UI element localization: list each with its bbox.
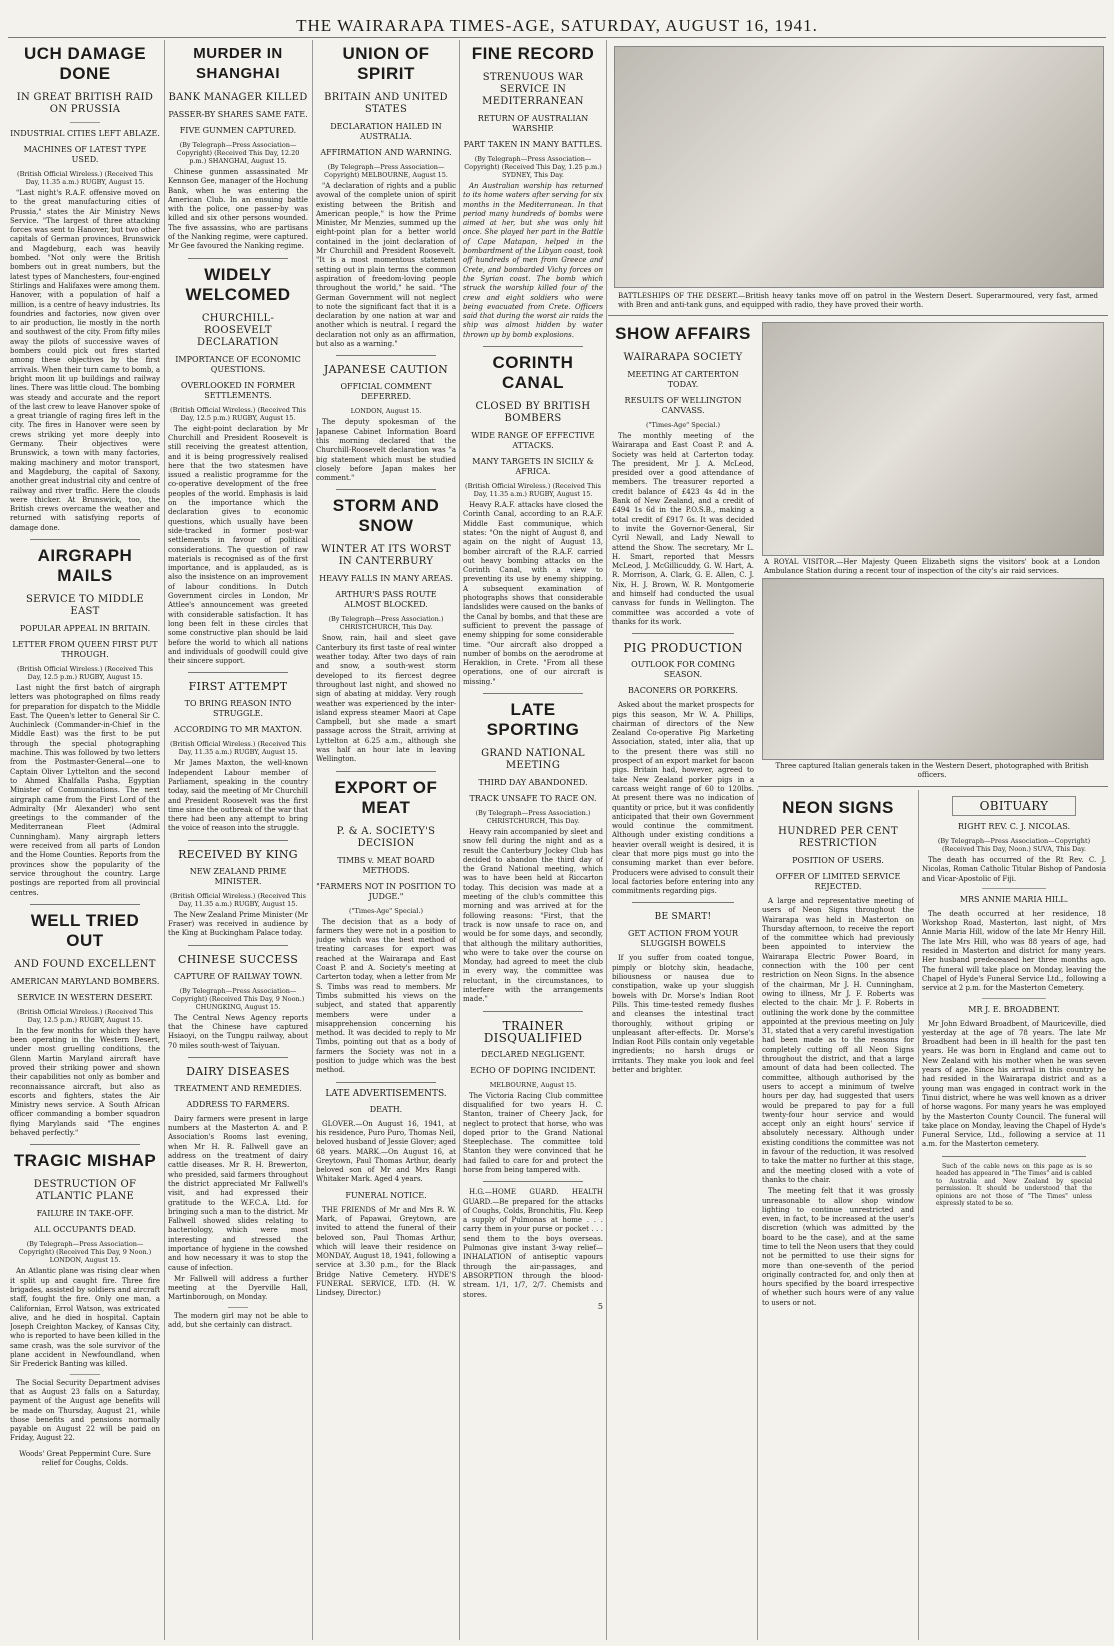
article-body: A large and representative meeting of users of Neon Signs throughout the Wairarapa was held in Masterton on Thursday afternoon, to receive the report of the committee which had previously been appointed to interview the Wairarapa Electric Power Board, in connection with the 100 per cent restriction on Neon Signs. In the absence of the chairman, Mr J. H. Cunningham, owing to illness, Mr J. F. Roberts was elected to the chair. Mr J. F. Roberts in outlining the work done by the committee appointed at the previous meeting on July 31, stated that a very careful investigation had been made as to the reasons for completely cutting off all Neon Signs throughout the district, and that a large amount of data had been collected. The committee, although authorised by the users to accept a minimum of twelve hours per day, had suggested that users would be prepared to pay for a full twenty-four hour service and would accept only an eight hours' service if absolutely necessary. Although under existing conditions the committee was not in favour of the reduction, it was resolved to take the matter no further at this stage, and the meeting closed with a vote of thanks to the chair. xyxy=(762,897,914,1184)
article-body: The monthly meeting of the Wairarapa and East Coast P. and A. Society was held at Carterton today. The president, Mr J. A. McLeod, presided over a good attendance of members. The treasurer reported a credit balance of £423 4s 4d in the Bank of New Zealand, and a credit of £494 1s 6d in the P.O.S.B., making a total credit of £917 6s. It was decided to invite the Governor-General, Sir Cyril Newall, and Lady Newall to attend the Show. The secretary, Mr L. H. Smart, reported that Messrs McLeod, J. McGillicuddy, G. W. Hart, A. R. Morrison, A. Clark, G. E. Allen, C. J. Nix, H. J. Brown, W. R. Montgomerie and himself had conducted the usual canvass for funds in Wellington. The committee was accorded a vote of thanks for its work. xyxy=(612,432,754,626)
divider xyxy=(632,902,734,903)
column-6 xyxy=(762,792,914,1644)
byline: (British Official Wireless.) (Received This Day, 12.5 p.m.) RUGBY, August 15. xyxy=(17,1007,153,1024)
article-body: The decision that as a body of farmers they were not in a position to judge which was the best method of treating carcases for export was reached at the Wairarapa and East Coast P. and A. Society's meeting at Carterton today, when a letter from Mr S. Timbs was read to members. Mr Timbs submitted his views on the subject, and stated that apparently members were under a misapprehension concerning his method. It was decided to reply to Mr Timbs, pointing out that as a body of farmers the Society was not in a position to judge which was the best method. xyxy=(316,917,456,1075)
article-body: The Victoria Racing Club committee disqualified for two years H. C. Stanton, trainer of Cheery Jack, for neglect to protect that horse, who was doped prior to the Grand National Steeplechase. The committee told Stanton they were convinced that he had failed to care for and protect the horse from being tampered with. xyxy=(463,1091,603,1174)
subheadline: PART TAKEN IN MANY BATTLES. xyxy=(463,140,603,149)
subheadline: POSITION OF USERS. xyxy=(792,856,884,865)
article-body: In the few months for which they have been operating in the Western Desert, under most gruelling conditions, the Glenn Martin Maryland aircraft have proved their striking power and shown their capabilities not only as bomber and reconnaissance aircraft, but also as escorts and fighters, states the Air Ministry news service. A South African officer commanding a bomber squadron flying Marylands said "The engines behaved perfectly." xyxy=(10,1026,160,1138)
footnote: Such of the cable news on this page as is so headed has appeared in "The Times" and is cabled to Australia and New Zealand by special permission. It should be understood that the opinions are not those of "The Times" unless expressly stated to be so. xyxy=(936,1162,1092,1208)
divider xyxy=(336,771,436,772)
column-1 xyxy=(10,38,160,1644)
article-body: Asked about the market prospects for pigs this season, Mr W. A. Phillips, chairman of directors of the New Zealand Co-operative Pig Marketing Association, stated, inter alia, that up to the present there was still no prospect of an export market for bacon pigs. Britain had, however, agreed to take New Zealand porker pigs in a carcass weight range of 60 to 120lbs. At present there was no indication of quantity or price, but it was confidently anticipated that their own Government would continue the commitment. Although under existing conditions a heavier overall weight is desired, it is clear that more pigs must go into the consuming market than ever before. Producers were advised to consult their local factories before entering into any commitments regarding pigs. xyxy=(612,701,754,896)
byline: ("Times-Age" Special.) xyxy=(349,906,423,915)
advertisement: Woods' Great Peppermint Cure. Sure relief for Coughs, Colds. xyxy=(19,1449,151,1468)
subheadline: FIVE GUNMEN CAPTURED. xyxy=(179,126,297,135)
headline: MURDER IN SHANGHAI xyxy=(193,45,283,82)
headline: CHINESE SUCCESS xyxy=(177,952,299,966)
subheadline: P. & A. SOCIETY'S DECISION xyxy=(336,825,436,849)
subheadline: DECLARED NEGLIGENT. xyxy=(481,1049,585,1059)
divider xyxy=(336,355,436,356)
column-4 xyxy=(463,38,603,1644)
article-body: Heavy R.A.F. attacks have closed the Corinth Canal, according to an R.A.F. Middle East communique, which states: "On the night of August 8, and again on the night of August 13, bomber aircraft of the R.A.F. carried out heavy bombing attacks on the Corinth Canal, with a view to preventing its use by enemy shipping. A subsequent examination of photographs shows that considerable landslides were caused on the banks of the Canal by bombs, and that these are sufficient to prevent the passage of enemy shipping for some considerable time. "Our aircraft also dropped a number of bombs on the aerodrome at Heraklion, in Crete. "From all these operations, one of our aircraft is missing." xyxy=(463,501,603,686)
subheadline: FAILURE IN TAKE-OFF. xyxy=(36,1209,134,1219)
subheadline: BANK MANAGER KILLED xyxy=(168,92,308,103)
divider xyxy=(188,672,288,673)
column-rule xyxy=(606,40,607,1640)
byline: (British Official Wireless.) (Received This Day, 12.5 p.m.) RUGBY, August 15. xyxy=(17,664,153,681)
advertisement: If you suffer from coated tongue, pimply or blotchy skin, headache, biliousness or nausea due to constipation, wake up your sluggish bowels with Dr. Morse's Indian Root Pills. This time-tested remedy flushes and cleanses the intestinal tract thoroughly, without griping or unpleasant after-effects. Dr. Morse's Indian Root Pills contain only vegetable ingredients; no harsh drugs or irritants. They make you look and feel better and brighter. xyxy=(612,954,754,1075)
byline: MELBOURNE, August 15. xyxy=(489,1080,577,1089)
divider xyxy=(982,888,1046,889)
subheadline: TIMBS v. MEAT BOARD METHODS. xyxy=(337,855,435,875)
article-body: The New Zealand Prime Minister (Mr Fraser) was received in audience by the King at Buckingham Palace today. xyxy=(168,910,308,938)
divider xyxy=(982,998,1046,999)
headline: RECEIVED BY KING xyxy=(178,847,298,861)
subheadline: NEW ZEALAND PRIME MINISTER. xyxy=(189,866,287,886)
divider xyxy=(608,315,1108,316)
subheadline: ADDRESS TO FARMERS. xyxy=(186,1099,290,1109)
article-body: Dairy farmers were present in large numbers at the Masterton A. and P. Association's Rooms last evening, when Mr H. R. Fallwell gave an address on the treatment of dairy cattle diseases. Mr R. H. Brewerton, who presided, said farmers throughout the district appreciated Mr Fallwell's visit, and had expressed their gratitude to the W.F.C.A. Ltd. for bringing such a man to the district. Mr Fallwell showed slides relating to bacteriology, which were most interesting and stressed the importance of hygiene in the cowshed and how necessary it was to stop the cause of infection. xyxy=(168,1114,308,1272)
article-body: The Social Security Department advises that as August 23 falls on a Saturday, payment of the August age benefits will be made on Thursday, August 21, while those benefits and pensions normally payable on August 22 will be paid on Friday, August 22. xyxy=(10,1378,160,1443)
masthead xyxy=(0,0,1114,40)
byline: (By Telegraph—Press Association—Copyright) (Received This Day, Noon.) SUVA, This Day. xyxy=(937,837,1091,853)
photo-caption: Three captured Italian generals taken in the Western Desert, photographed with British officers. xyxy=(775,762,1089,779)
subheadline: LETTER FROM QUEEN FIRST PUT THROUGH. xyxy=(12,639,158,659)
subheadline: OFFER OF LIMITED SERVICE REJECTED. xyxy=(775,872,901,891)
subheadline: ECHO OF DOPING INCIDENT. xyxy=(470,1065,596,1075)
advert-subheadline: GET ACTION FROM YOUR SLUGGISH BOWELS xyxy=(627,929,739,949)
subheadline: BRITAIN AND UNITED STATES xyxy=(324,92,448,115)
divider xyxy=(70,1374,100,1375)
headline: AIRGRAPH MAILS xyxy=(37,545,133,585)
subheadline: IN GREAT BRITISH RAID ON PRUSSIA xyxy=(16,92,154,115)
obituary-name: MRS ANNIE MARIA HILL. xyxy=(959,894,1069,904)
subheadline: CLOSED BY BRITISH BOMBERS xyxy=(475,401,591,425)
byline: LONDON, August 15. xyxy=(350,407,422,416)
headline: CORINTH CANAL xyxy=(492,353,574,393)
headline: UCH DAMAGE DONE xyxy=(23,44,147,83)
article-body: The death occurred at her residence, 18 Workshop Road, Masterton, last night, of Mrs Annie Maria Hill, widow of the late Mr Henry Hill. The late Mrs Hill, who was 88 years of age, had resided in Masterton and district for many years. Her husband predeceased her three months ago. The funeral will take place on Monday, leaving the Chapel of Hyde's Funeral Service Ltd., following a service at 2 p.m. for the Masterton Cemetery. xyxy=(922,909,1106,993)
headline: SHOW AFFAIRS xyxy=(615,324,751,343)
filler-quip: The modern girl may not be able to add, but she certainly can distract. xyxy=(168,1311,308,1330)
subheadline: AMERICAN MARYLAND BOMBERS. xyxy=(10,976,160,986)
article-body: Heavy rain accompanied by sleet and snow fell during the night and as a result the Canterbury Jockey Club has decided to abandon the third day of the Grand National meeting, which was to have been held at Riccarton today. This decision was made at a meeting of the club's committee this morning and was arrived at for the following reasons: "First, that the track is now unsafe to race on, and would be for some days, and secondly, that although the military authorities, who were to take over the course on Monday, had agreed to meet the club in every way, the committee was reluctant, in the circumstances, to interfere with the arrangements made." xyxy=(463,827,603,1004)
subheadline: OFFICIAL COMMENT DEFERRED. xyxy=(340,382,432,402)
subheadline: HUNDRED PER CENT RESTRICTION xyxy=(778,826,898,849)
advert-headline: BE SMART! xyxy=(654,912,712,923)
headline: FIRST ATTEMPT xyxy=(188,680,288,694)
subheadline: RESULTS OF WELLINGTON CANVASS. xyxy=(624,396,742,415)
headline: WIDELY WELCOMED xyxy=(185,264,291,304)
article-body: Snow, rain, hail and sleet gave Canterbury its first taste of real winter weather today. After two days of rain and snow, a south-west storm developed to its fiercest degree throughout last night, and showed no sign of abating at midday. Very rough weather was experienced by the inter-island express steamer Maori at Cape Campbell, but she made a smart passage across the Strait, arriving at Lyttelton at 6.25 a.m., although she was half an hour late in leaving Wellington. xyxy=(316,634,456,764)
headline: EXPORT OF MEAT xyxy=(334,777,438,817)
headline: STORM AND SNOW xyxy=(332,496,440,536)
subheadline: HEAVY FALLS IN MANY AREAS. xyxy=(319,574,453,584)
column-7 xyxy=(922,792,1106,1644)
divider xyxy=(483,1181,583,1182)
divider xyxy=(483,346,583,347)
divider xyxy=(188,258,288,259)
divider xyxy=(188,1057,288,1058)
column-rule xyxy=(757,790,758,1640)
obituary-name: RIGHT REV. C. J. NICOLAS. xyxy=(957,822,1071,831)
headline: PIG PRODUCTION xyxy=(623,641,743,656)
subheadline: CAPTURE OF RAILWAY TOWN. xyxy=(173,971,303,981)
subheadline: SERVICE IN WESTERN DESERT. xyxy=(17,992,153,1002)
column-rule xyxy=(312,40,313,1640)
divider xyxy=(758,786,1108,787)
subheadline: GRAND NATIONAL MEETING xyxy=(481,747,585,771)
subheadline: DESTRUCTION OF ATLANTIC PLANE xyxy=(33,1179,137,1203)
divider xyxy=(336,1082,436,1083)
byline: (By Telegraph—Press Association—Copyright) MELBOURNE, August 15. xyxy=(324,163,448,179)
subheadline: IMPORTANCE OF ECONOMIC QUESTIONS. xyxy=(175,354,301,374)
subheadline: AND FOUND EXCELLENT xyxy=(14,958,156,970)
subheadline: PASSER-BY SHARES SAME FATE. xyxy=(168,110,308,119)
byline: (British Official Wireless.) (Received This Day, 11.35 a.m.) RUGBY, August 15. xyxy=(17,170,153,186)
byline: (By Telegraph—Press Association—Copyright) (Received This Day, 12.20 p.m.) SHANGHAI, August 15. xyxy=(176,141,300,165)
byline: (British Official Wireless.) (Received This Day, 11.35 a.m.) RUGBY, August 15. xyxy=(170,740,306,757)
headline: NEON SIGNS xyxy=(782,798,894,817)
divider xyxy=(483,1011,583,1012)
article-body: An Australian warship has returned to its home waters after serving for six months in the Mediterranean. In that period many hundreds of bombs were aimed at her, but she was only hit once. She played her part in the Battle of Cape Matapan, helped in the bombardment of the Libyan coast, took off hundreds of men from Greece and Crete, and bombarded Vichy forces on the Syrian coast. The bomb which struck the warship killed four of the crew and eight soldiers who were being evacuated from Crete. Officers said that during the worst air raids the ship was almost hidden by water thrown up by bomb explosions. xyxy=(463,182,603,339)
headline: FINE RECORD xyxy=(471,44,595,63)
subheadline: AFFIRMATION AND WARNING. xyxy=(320,148,452,157)
article-body: The eight-point declaration by Mr Churchill and President Roosevelt is still receiving the greatest attention, and it is being progressively realised here that the two statesmen have issued a realistic programme for the co-operative development of the free peoples of the world. Emphasis is laid on the importance which the declaration gives to economic questions, which usually have been side-tracked in former post-war settlements in favour of political considerations. The question of raw materials is recognised as of the first importance, and is applauded, as is also the insistence on an improvement of labour conditions. In Dutch Government circles in London, Mr Attlee's announcement was greeted with considerable satisfaction. It has long been felt in these circles that some constructive plan should be laid before the world to which all nations and individuals of goodwill could give their sincere support. xyxy=(168,424,308,666)
subheadline: OVERLOOKED IN FORMER SETTLEMENTS. xyxy=(180,380,296,400)
notice-body: GLOVER.—On August 16, 1941, at his residence, Puro Puro, Thomas Neil, beloved husband of Jessie Glover; aged 68 years. MARK.—On August 16, at Greytown, Paul Thomas Arthur, dearly beloved son of Mr and Mrs Rangi Whitaker Mark. Aged 4 years. xyxy=(316,1119,456,1184)
byline: (British Official Wireless.) (Received This Day, 11.35 a.m.) RUGBY, August 15. xyxy=(170,891,306,908)
headline: JAPANESE CAUTION xyxy=(323,363,449,377)
subheadline: FUNERAL NOTICE. xyxy=(345,1190,427,1200)
byline: (By Telegraph—Press Association.) CHRISTCHURCH, This Day. xyxy=(328,615,444,632)
article-body: Mr Fallwell will address a further meeting at the Dyerville Hall, Martinborough, on Monday. xyxy=(168,1274,308,1302)
divider xyxy=(228,1307,248,1308)
subheadline: SERVICE TO MIDDLE EAST xyxy=(26,593,144,617)
subheadline: OUTLOOK FOR COMING SEASON. xyxy=(631,660,735,680)
photo-royal-visitor xyxy=(762,322,1104,556)
photo-italian-generals xyxy=(762,578,1104,760)
headline: UNION OF SPIRIT xyxy=(342,44,430,83)
obituary-name: MR J. E. BROADBENT. xyxy=(968,1004,1060,1014)
column-rule xyxy=(459,40,460,1640)
divider xyxy=(30,539,140,540)
subheadline: TREATMENT AND REMEDIES. xyxy=(174,1083,302,1093)
subheadline: POPULAR APPEAL IN BRITAIN. xyxy=(19,623,151,633)
column-rule xyxy=(164,40,165,1640)
article-body: Last night the first batch of airgraph letters was photographed on films ready for preparation for dispatch to the Middle East. The Queen's letter to General Sir C. Auchinleck (Commander-in-Chief in the Middle East) was the first to be put through the special photographing machine. This was followed by two letters from the Postmaster-General—one to Captain Oliver Lyttelton and the second to Ahmed Khalfalla Pasha, Egyptian Minister of Communications. The next airgraph came from the First Lord of the Admiralty (Mr Alexander) who sent greetings to the commander of the Mediterranean Fleet (Admiral Cunningham). Many airgraph letters were received from all parts of London and the Home Counties. Reports from the provinces show the popularity of the service throughout the country. Large postings are reported from all provincial centres. xyxy=(10,683,160,897)
subheadline: INDUSTRIAL CITIES LEFT ABLAZE. xyxy=(10,129,160,138)
notice-body: THE FRIENDS of Mr and Mrs R. W. Mark, of Papawai, Greytown, are invited to attend the funeral of their beloved son, Paul Thomas Arthur, which will leave their residence on MONDAY, August 18, 1941, following a service at 3.30 p.m., for the Black Bridge Native Cemetery. HYDE'S FUNERAL SERVICE, LTD. (H. W. Lindsey, Director.) xyxy=(316,1205,456,1298)
subheadline: TO BRING REASON INTO STRUGGLE. xyxy=(184,699,292,719)
byline: (By Telegraph—Press Association—Copyright) (Received This Day, 1.25 p.m.) SYDNEY, This Day. xyxy=(464,155,602,179)
headline: DAIRY DISEASES xyxy=(186,1064,290,1078)
column-3 xyxy=(316,38,456,1644)
column-5 xyxy=(612,318,754,1644)
divider xyxy=(188,945,288,946)
byline: (British Official Wireless.) (Received This Day, 12.5 p.m.) RUGBY, August 15. xyxy=(170,405,306,422)
subheadline: WINTER AT ITS WORST IN CANTERBURY xyxy=(320,544,452,568)
article-body: Mr James Maxton, the well-known Independent Labour member of Parliament, speaking in the country today, said the meeting of Mr Churchill and President Roosevelt was the first time since the outbreak of the war that there had been any attempt to bring the voice of reason into the struggle. xyxy=(168,759,308,833)
subheadline: MACHINES OF LATEST TYPE USED. xyxy=(23,145,147,164)
subheadline: WIDE RANGE OF EFFECTIVE ATTACKS. xyxy=(471,431,595,451)
divider xyxy=(336,489,436,490)
subheadline: THIRD DAY ABANDONED. xyxy=(478,777,588,787)
divider xyxy=(632,633,734,634)
page-number: 5 xyxy=(597,1301,603,1311)
subheadline: DEATH. xyxy=(369,1104,403,1114)
section-heading: OBITUARY xyxy=(952,796,1076,816)
article-body: Mr John Edward Broadbent, of Mauriceville, died yesterday at the age of 78 years. The late Mr Broadbent had been in ill health for the past ten years. He was born in England and came out to New Zealand with his mother when he was seven years of age. Since his arrival in this country he had resided in the Wairarapa district and as a young man was engaged in contract work in the Tinui district, where he was well known as a driver of horse wagons. For many years he was employed by the Masterton County Council. The funeral will take place on Monday, leaving the Chapel of Hyde's Funeral Service, Ltd., following a service at 11 a.m. for the Masterton cemetery. xyxy=(922,1019,1106,1149)
divider xyxy=(188,840,288,841)
advertisement: H.G.—HOME GUARD. HEALTH GUARD.—Be prepared for the attacks of Coughs, Colds, Bronchitis, Flu. Keep a supply of Pulmonas at home . . . carry them in your purse or pocket . . . send them to the boys overseas. Pulmonas give instant 3-way relief—INHALATION of antiseptic vapours through the air-passages, and ABSORPTION through the blood-stream. 1/1, 1/7, 2/7. Chemists and stores. xyxy=(463,1188,603,1299)
subheadline: STRENUOUS WAR SERVICE IN MEDITERRANEAN xyxy=(482,72,584,107)
subheadline: ACCORDING TO MR MAXTON. xyxy=(174,725,302,735)
subheadline: CHURCHILL-ROOSEVELT DECLARATION xyxy=(197,312,279,348)
column-2 xyxy=(168,38,308,1644)
article-body: The meeting felt that it was grossly unreasonable to allow shop window lighting to continue unrestricted and even, in fact, to be increased at the user's discretion (which was admitted by the board to be the case), and at the same time to tell the Neon users that they could not be permitted to use their signs for more than one-seventh of the period originally contracted for, and only then at hours specified by the board irrespective of whether such hours were of any value to users or not. xyxy=(762,1187,914,1307)
divider xyxy=(483,693,583,694)
photo-caption: BATTLESHIPS OF THE DESERT.—British heavy tanks move off on patrol in the Western Desert. Superarmoured, very fast, armed with Bren and anti-tank guns, and equipped with radio, they have proved their worth. xyxy=(618,292,1098,309)
byline: (British Official Wireless.) (Received This Day, 11.35 a.m.) RUGBY, August 15. xyxy=(465,482,601,499)
subheadline: "FARMERS NOT IN POSITION TO JUDGE." xyxy=(316,881,456,901)
subheadline: ARTHUR'S PASS ROUTE ALMOST BLOCKED. xyxy=(335,590,437,610)
headline: TRAINER DISQUALIFIED xyxy=(483,1018,583,1045)
subheadline: WAIRARAPA SOCIETY xyxy=(623,352,743,363)
subheadline: ALL OCCUPANTS DEAD. xyxy=(34,1225,136,1235)
subheadline: TRACK UNSAFE TO RACE ON. xyxy=(469,793,597,803)
masthead-title: THE WAIRARAPA TIMES-AGE, SATURDAY, AUGUST 16, 1941. xyxy=(296,16,818,35)
subheadline: DECLARATION HAILED IN AUSTRALIA. xyxy=(330,122,442,141)
article-body: The death has occurred of the Rt Rev. C. J. Nicolas, Roman Catholic Titular Bishop of Pandosia and Vicar-Apostolic of Fiji. xyxy=(922,856,1106,883)
article-body: Chinese gunmen assassinated Mr Kennson Gee, manager of the Hochung Bank, when he was entering the American Club. In an ensuing battle with the police, one passer-by was killed and six other persons wounded. The five assassins, who are partisans of the Nanking regime, were captured. Mr Gee favoured the Nanking regime. xyxy=(168,168,308,251)
byline: (By Telegraph—Press Association—Copyright) (Received This Day, 9 Noon.) LONDON, August 15. xyxy=(18,1240,152,1265)
article-body: "Last night's R.A.F. offensive moved on to the great manufacturing cities of Prussia," states the Air Ministry News Service. "The largest of three attacking forces was sent to Hanover, but two other capitals of German provinces, Brunswick and Magdeburg, each was heavily bombed. "Not only were the British bombers out in great numbers, but the latest types of Manchesters, four-engined Stirlings and Halifaxes were among them. Hanover, with a population of half a million, is a centre of heavy industries. Its foundries and factories, now given over to air production, lie mostly in the north and southwest of the city. From fifty miles away the pilots of successive waves of bombers could pick out fires started among these objectives by the first arrivals. When their turn came to bomb, a bright moon lit up buildings and railway lines. There was little cloud. The bombing was steady and accurate and the report of the last crew to leave Hanover spoke of a great triangle of raging fires left in the city. The fires in Hanover were seen by crews striking yet more deeply into Germany. Their objectives were Brunswick, a town with many factories, making machinery and motor transport, and Magdeburg, the capital of Saxony, another great industrial city and centre of railway and river traffic. Here the clouds were thicker. At Brunswick, too, the British crews overcame the weather and returned with satisfying reports of damage done. xyxy=(10,189,160,532)
subheadline: RETURN OF AUSTRALIAN WARSHIP. xyxy=(477,114,589,133)
section-heading: LATE ADVERTISEMENTS. xyxy=(325,1088,447,1099)
headline: TRAGIC MISHAP xyxy=(13,1151,157,1171)
headline: LATE SPORTING xyxy=(486,699,580,739)
photo-caption: A ROYAL VISITOR.—Her Majesty Queen Elizabeth signs the visitors' book at a London Ambulance Station during a recent tour of inspection of the city's air raid services. xyxy=(764,558,1100,575)
subheadline: BACONERS OR PORKERS. xyxy=(628,686,738,696)
article-body: "A declaration of rights and a public avowal of the complete union of spirit existing between the British and American people," is how the Prime Minister, Mr Menzies, summed up the eight-point plan for a better world contained in the joint declaration of Mr Churchill and President Roosevelt. "It is a most momentous statement setting out in plain terms the common aspiration of freedom-loving people throughout the world," he said. "The German Government will not neglect to note the significant fact that it is a declaration by one nation at war and another which is neutral. I regard the declaration not only as an affirmation, but also as a warning." xyxy=(316,182,456,349)
byline: (By Telegraph—Press Association.) CHRISTCHURCH, This Day. xyxy=(475,808,591,825)
subheadline: MANY TARGETS IN SICILY & AFRICA. xyxy=(472,457,594,477)
column-rule xyxy=(918,790,919,1640)
article-body: The Central News Agency reports that the Chinese have captured Hsiaoyi, on the Tungpu railway, about 70 miles south-west of Taiyuan. xyxy=(168,1013,308,1050)
divider xyxy=(30,1144,140,1145)
article-body: An Atlantic plane was rising clear when it split up and caught fire. Three fire brigades, assisted by soldiers and aircraft staff, fought the fire. Only one man, a Californian, Errol Watson, was extricated alive, and he died in hospital. Captain Joseph Creighton Mackey, of Kansas City, who is reported to have been killed in the same crash, was the sole survivor of the plane accident in Newfoundland, when Sir Frederick Banting was killed. xyxy=(10,1267,160,1369)
headline: WELL TRIED OUT xyxy=(30,910,140,950)
article-body: The deputy spokesman of the Japanese Cabinet Information Board this morning declared that the Churchill-Roosevelt declaration was "a big statement which must be studied closely before Japan makes her comment." xyxy=(316,418,456,483)
byline: ("Times-Age" Special.) xyxy=(646,421,720,429)
byline: (By Telegraph—Press Association—Copyright) (Received This Day, 9 Noon.) CHUNGKING, August 15. xyxy=(171,986,305,1011)
photo-desert-tanks xyxy=(614,46,1104,288)
divider xyxy=(70,122,100,123)
subheadline: MEETING AT CARTERTON TODAY. xyxy=(627,370,739,389)
divider xyxy=(30,904,140,905)
divider xyxy=(942,1156,1086,1157)
